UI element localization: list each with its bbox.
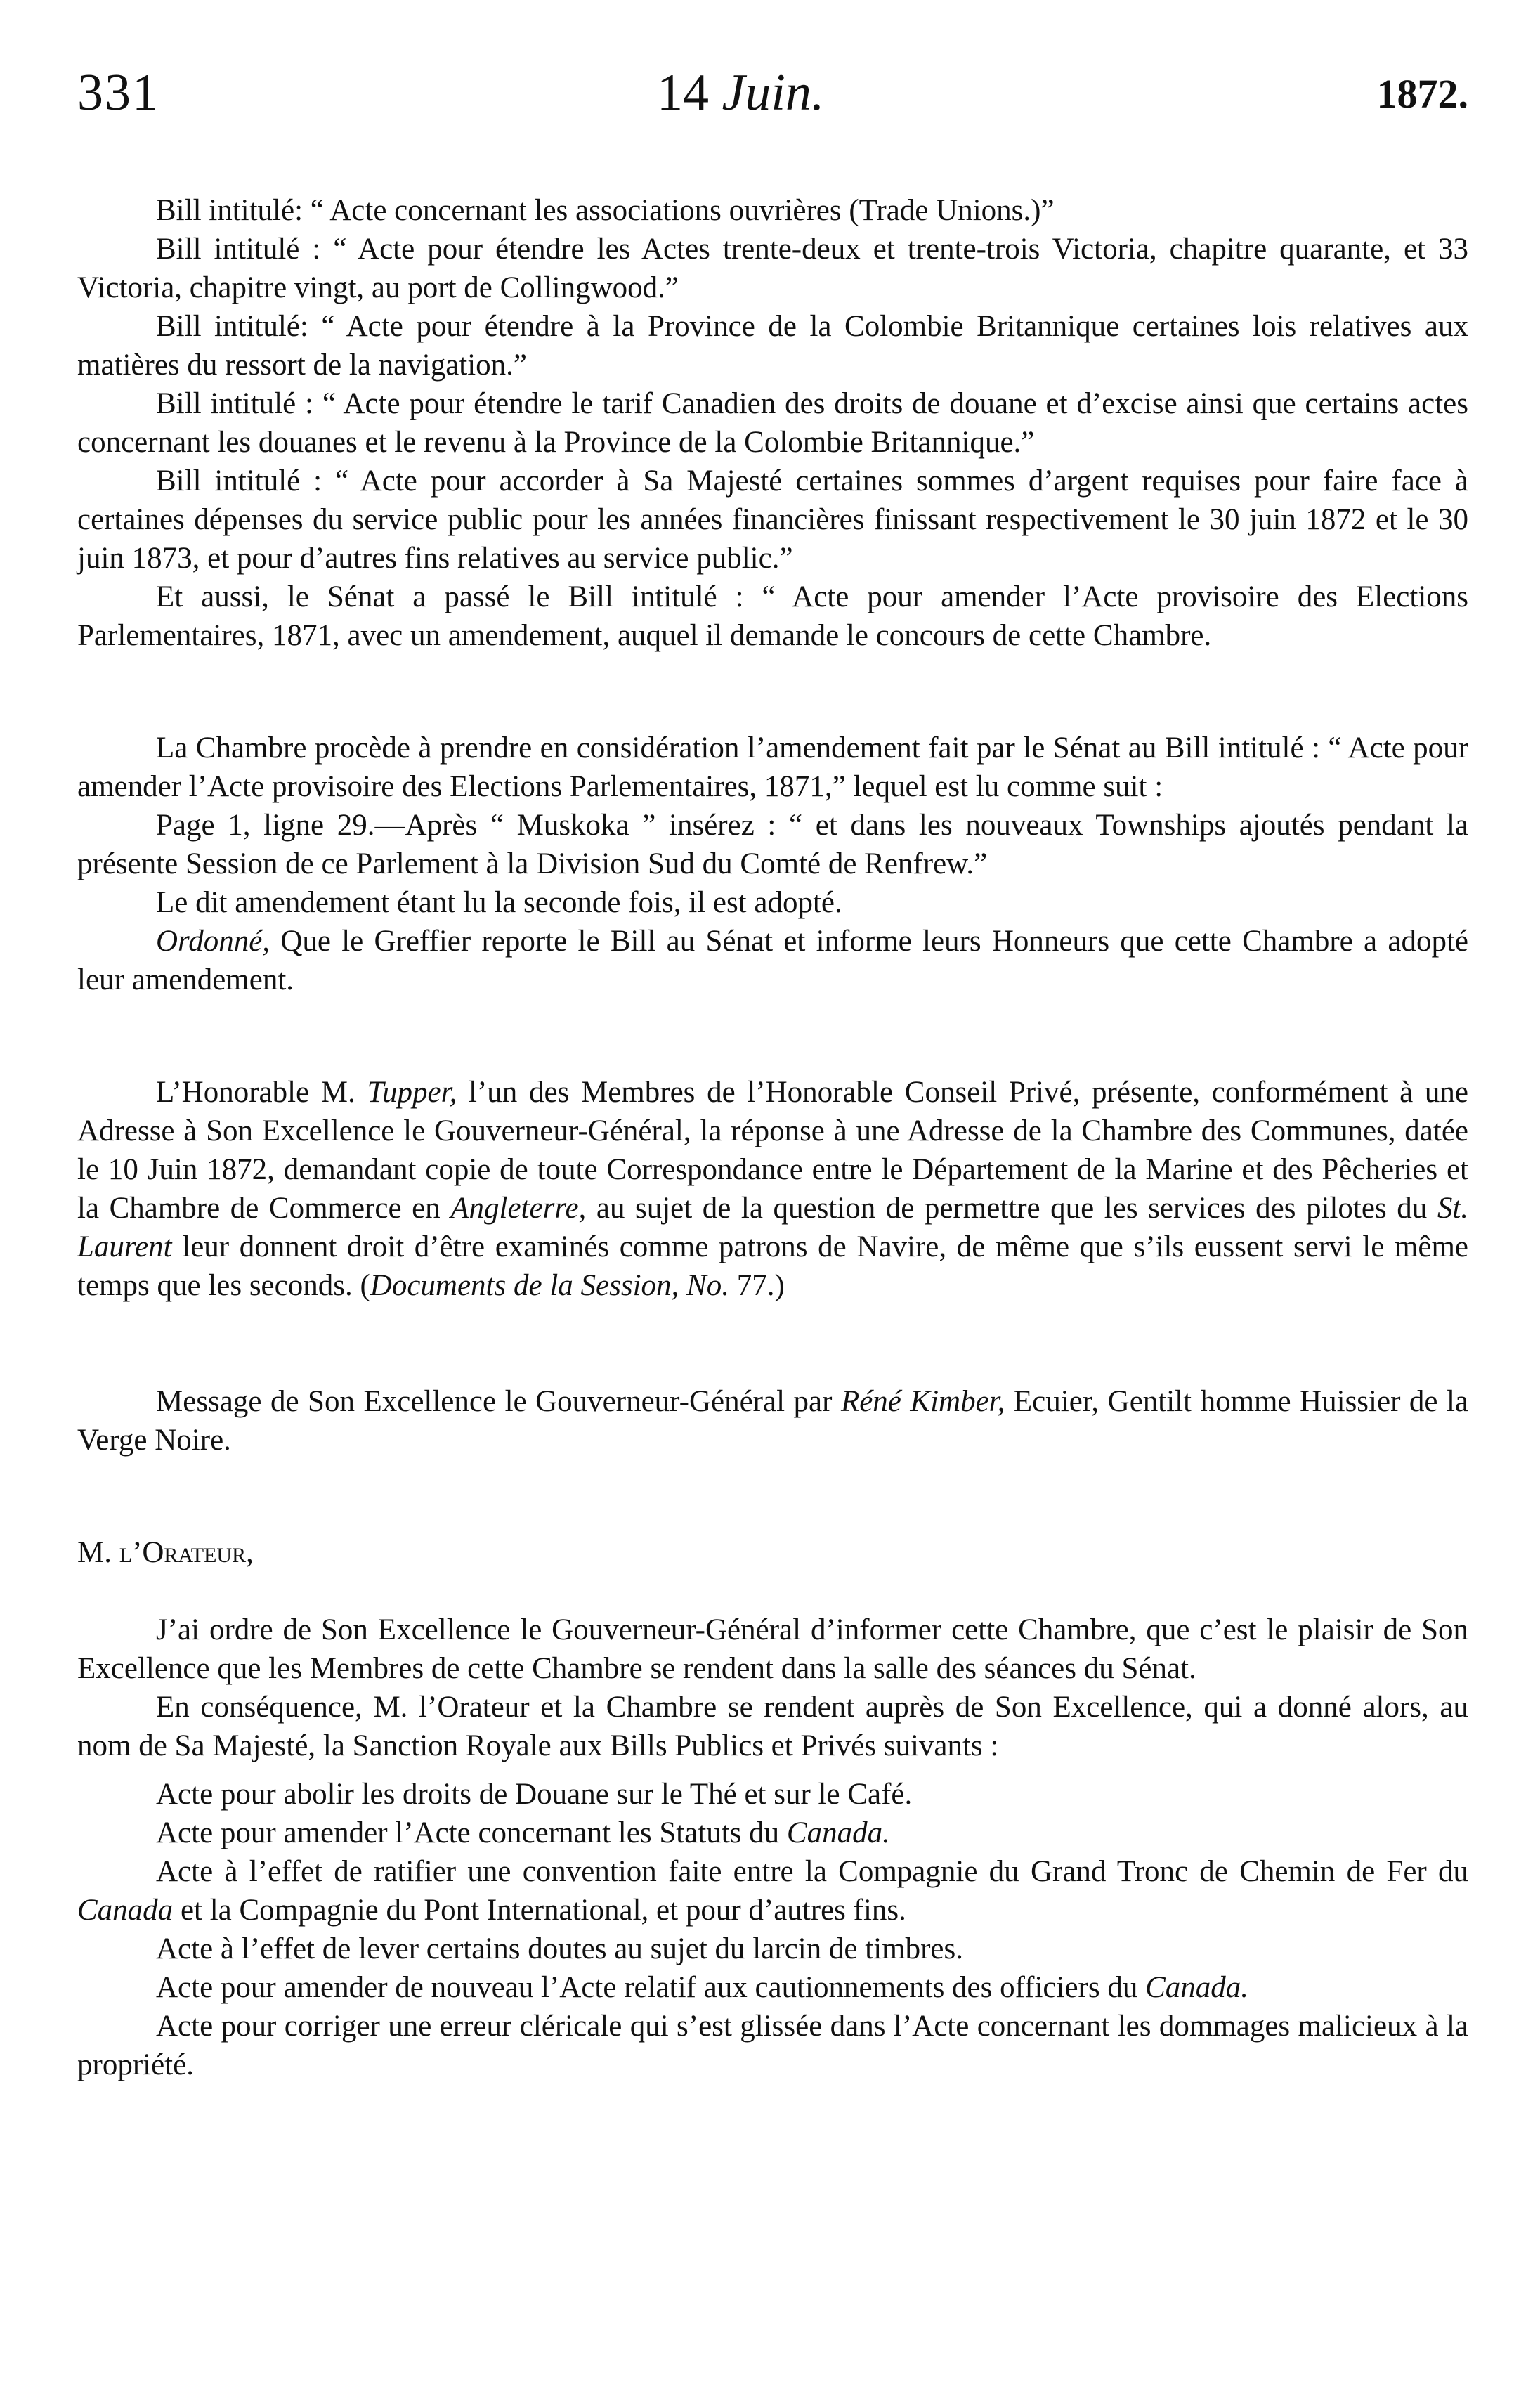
bill-paragraph: Bill intitulé: “ Acte pour étendre à la Province de la Colombie Britannique certaines lois relatives aux matières du ressort de la navigation.” bbox=[77, 310, 1468, 382]
bill-paragraph: Bill intitulé : “ Acte pour étendre le tarif Canadien des droits de douane et d’excise ainsi que certains actes concernant les douanes et le revenu à la Province de la Colombie Britannique.” bbox=[77, 387, 1468, 459]
act-2-place: Canada. bbox=[786, 1816, 890, 1849]
amendment-adopted: Le dit amendement étant lu la seconde fois, il est adopté. bbox=[156, 886, 842, 919]
tupper-text-2: au sujet de la question de permettre que les services des pilotes du bbox=[596, 1192, 1428, 1225]
act-item: Acte pour corriger une erreur cléricale qui s’est glissée dans l’Acte concernant les dommages malicieux à la propriété. bbox=[77, 2010, 1468, 2081]
page-number: 331 bbox=[77, 64, 159, 122]
tupper-doc-no: 77.) bbox=[736, 1269, 785, 1302]
act-item bbox=[77, 1852, 1468, 1930]
act-3-text-2: et la Compagnie du Pont International, et pour d’autres fins. bbox=[180, 1894, 906, 1927]
journal-body bbox=[77, 191, 1468, 2084]
document-page bbox=[77, 49, 1468, 2368]
message-paragraph bbox=[77, 1382, 1468, 1459]
amendment-intro: La Chambre procède à prendre en considération l’amendement fait par le Sénat au Bill intitulé : “ Acte pour amender l’Acte provisoire des Elections Parlementaires, 1871,” lequel est lu comme suit : bbox=[77, 731, 1468, 803]
speaker-address: M. l’Orateur, bbox=[77, 1536, 254, 1569]
speaker-paragraph-2: En conséquence, M. l’Orateur et la Chambre se rendent auprès de Son Excellence, qui a donné alors, au nom de Sa Majesté, la Sanction Royale aux Bills Publics et Privés suivants : bbox=[77, 1691, 1468, 1762]
tupper-place-1: Angleterre, bbox=[450, 1192, 587, 1225]
tupper-doc-ref: Documents de la Session, No. bbox=[370, 1269, 729, 1302]
act-item bbox=[77, 1814, 1468, 1852]
act-3-place: Canada bbox=[77, 1894, 174, 1927]
header-day: 14 bbox=[657, 64, 709, 122]
message-text-2: Ecuier, Gentilt homme Huissier de la Verge Noire. bbox=[77, 1385, 1469, 1457]
act-5-place: Canada. bbox=[1145, 1971, 1249, 2004]
tupper-text-1: l’un des Membres de l’Honorable Conseil Privé, présente, conformément à une Adresse à Son Excellence le Gouverneur-Général, la réponse à une Adresse de la Chambre des Communes, datée le 10 Juin 1872, demandant copie de toute Correspondance entre le Département de la Marine et des Pêcheries et la Chambre de Commerce en bbox=[77, 1076, 1469, 1225]
act-item: Acte pour abolir les droits de Douane sur le Thé et sur le Café. bbox=[156, 1778, 913, 1811]
act-2-text: Acte pour amender l’Acte concernant les Statuts du bbox=[156, 1816, 780, 1849]
header-year: 1872. bbox=[1376, 71, 1468, 117]
act-3-text-1: Acte à l’effet de ratifier une convention faite entre la Compagnie du Grand Tronc de Chemin de Fer du bbox=[156, 1855, 1468, 1888]
order-text: Que le Greffier reporte le Bill au Sénat et informe leurs Honneurs que cette Chambre a adopté leur amendement. bbox=[77, 925, 1468, 996]
header-rule bbox=[77, 148, 1468, 155]
tupper-name: Tupper, bbox=[367, 1076, 457, 1109]
bill-paragraph: Bill intitulé : “ Acte pour étendre les Actes trente-deux et trente-trois Victoria, chapitre quarante, et 33 Victoria, chapitre vingt, au port de Collingwood.” bbox=[77, 233, 1468, 304]
page-header bbox=[77, 49, 1468, 148]
header-month: Juin. bbox=[722, 64, 825, 122]
speaker-paragraph-1: J’ai ordre de Son Excellence le Gouverneur-Général d’informer cette Chambre, que c’est le plaisir de Son Excellence que les Membres de cette Chambre se rendent dans la salle des séances du Sénat. bbox=[77, 1613, 1468, 1685]
header-date bbox=[657, 63, 824, 123]
bill-paragraph: Et aussi, le Sénat a passé le Bill intitulé : “ Acte pour amender l’Acte provisoire des Elections Parlementaires, 1871, avec un amendement, auquel il demande le concours de cette Chambre. bbox=[77, 580, 1468, 652]
tupper-paragraph bbox=[77, 1073, 1468, 1305]
act-item bbox=[77, 1968, 1468, 2007]
act-item: Acte à l’effet de lever certains doutes au sujet du larcin de timbres. bbox=[156, 1932, 963, 1965]
tupper-text-3: leur donnent droit d’être examinés comme patrons de Navire, de même que s’ils eussent servi le même temps que les seconds. ( bbox=[77, 1230, 1468, 1302]
bill-paragraph: Bill intitulé : “ Acte pour accorder à Sa Majesté certaines sommes d’argent requises pour faire face à certaines dépenses du service public pour les années financières finissant respectivement le 30 juin 1872 et le 30 juin 1873, et pour d’autres fins relatives au service public.” bbox=[77, 464, 1468, 575]
act-5-text: Acte pour amender de nouveau l’Acte relatif aux cautionnements des officiers du bbox=[156, 1971, 1138, 2004]
amendment-page-line: Page 1, ligne 29.—Après “ Muskoka ” insérez : “ et dans les nouveaux Townships ajoutés pendant la présente Session de ce Parlement à la Division Sud du Comté de Renfrew.” bbox=[77, 809, 1468, 880]
bill-paragraph: Bill intitulé: “ Acte concernant les associations ouvrières (Trade Unions.)” bbox=[156, 194, 1055, 227]
order-label: Ordonné, bbox=[156, 925, 270, 958]
message-messenger: Réné Kimber, bbox=[840, 1385, 1005, 1418]
tupper-place-2: St. Laurent bbox=[77, 1192, 1469, 1263]
amendment-order bbox=[77, 922, 1468, 999]
tupper-prefix: L’Honorable M. bbox=[156, 1076, 355, 1109]
message-text-1: Message de Son Excellence le Gouverneur-Général par bbox=[156, 1385, 833, 1418]
